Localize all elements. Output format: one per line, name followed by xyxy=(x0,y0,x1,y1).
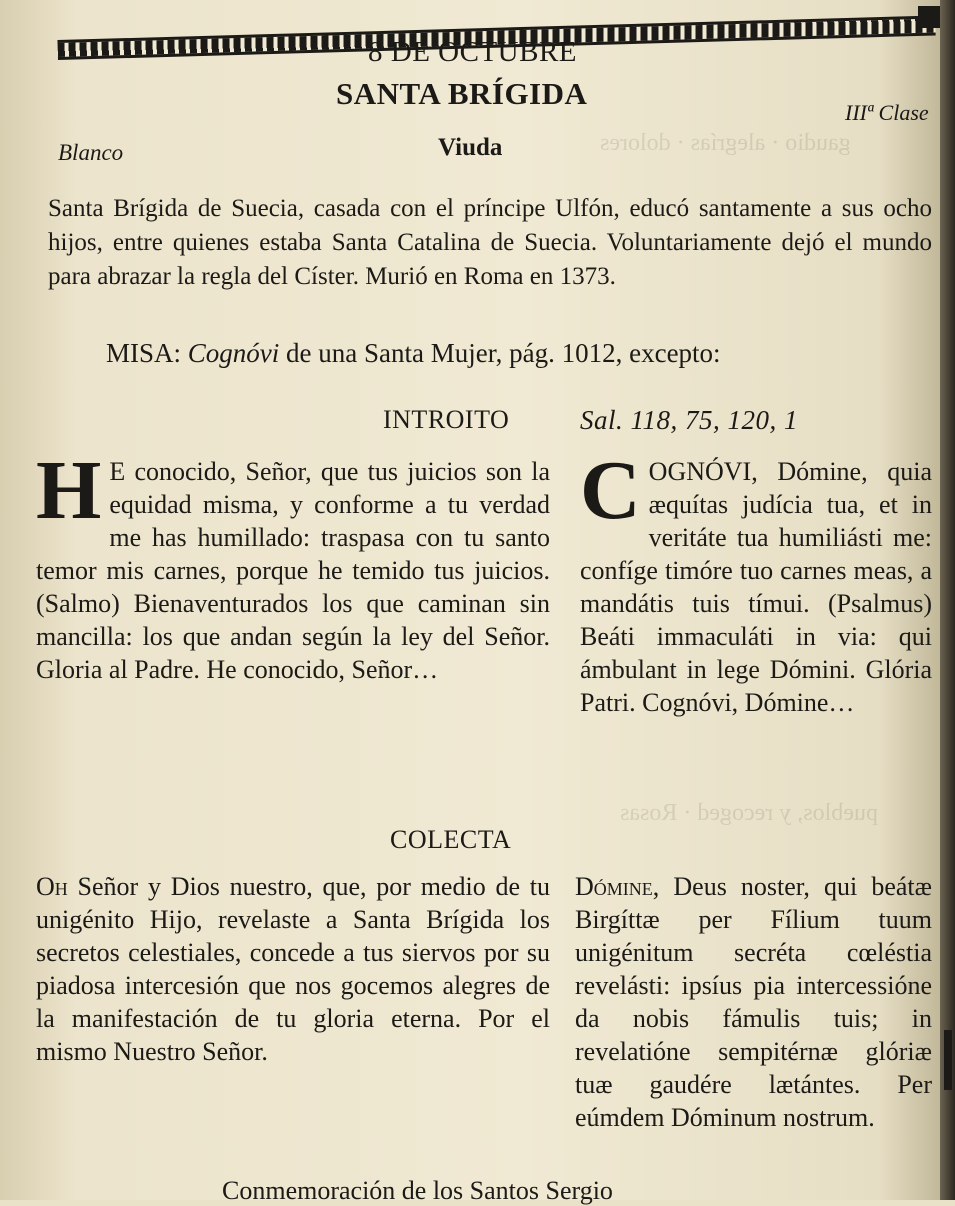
colecta-spanish-first: Oh xyxy=(36,872,68,901)
page-edge xyxy=(940,0,955,1200)
misa-suffix: de una Santa Mujer, pág. 1012, excepto: xyxy=(279,338,721,368)
colecta-latin-first: Dómine xyxy=(575,872,653,901)
colecta-latin-text: , Deus noster, qui beátæ Birgíttæ per Fílium tuum unigénitum secréta cœléstia revelásti: ipsíus pia intercessióne da nobis fámulis tuis; in revelatióne sempitérnæ glóriæ tuæ gaudére lætántes. Per eúmdem Dóminum nostrum. xyxy=(575,872,932,1132)
feast-date: 8 DE OCTUBRE xyxy=(368,36,577,68)
saint-name: SANTA BRÍGIDA xyxy=(336,76,588,111)
colecta-spanish-text: Señor y Dios nuestro, que, por medio de tu unigénito Hijo, revelaste a Santa Brígida los secretos celestiales, concede a tus siervos por su piadosa intercesión que nos gocemos alegres de la manifestación de tu gloria eterna. Por el mismo Nuestro Señor. xyxy=(36,872,550,1066)
introito-heading: INTROITO xyxy=(383,405,510,434)
ornament-corner xyxy=(918,6,942,28)
liturgical-color: Blanco xyxy=(58,140,124,165)
colecta-spanish xyxy=(36,870,550,1068)
footer-partial-heading: Conmemoración de los Santos Sergio xyxy=(222,1176,613,1205)
misa-reference xyxy=(106,338,721,369)
introito-latin-text: OGNÓVI, Dómine, quia æquítas judícia tua, et in veritáte tua humiliásti me: confíge timóre tuo carnes meas, a mandátis tuis tímui. (Psalmus) Beáti immaculáti in via: qui ámbulant in lege Dómini. Glória Patri. Cognóvi, Dómine… xyxy=(580,457,932,717)
drop-cap: C xyxy=(580,444,641,537)
misa-prefix: MISA: xyxy=(106,338,188,368)
page-edge-mark xyxy=(944,1030,952,1090)
show-through-text: pueblos, y recoged · Rosas xyxy=(620,800,878,826)
introito-spanish-text: E conocido, Señor, que tus juicios son la equidad misma, y conforme a tu verdad me has humillado: traspasa con tu santo temor mis carnes, porque he temido tus juicios. (Salmo) Bienaventurados los que caminan sin mancilla: los que andan según la ley del Señor. Gloria al Padre. He conocido, Señor… xyxy=(36,457,550,684)
introito-latin xyxy=(580,444,932,719)
psalm-reference: Sal. 118, 75, 120, 1 xyxy=(580,405,798,435)
misa-title: Cognóvi xyxy=(187,338,280,368)
colecta-heading: COLECTA xyxy=(390,825,512,854)
colecta-latin xyxy=(575,870,932,1134)
show-through-text: gaudio · alegrías · dolores xyxy=(600,130,851,156)
drop-cap: H xyxy=(36,444,102,537)
feast-rank: IIIª Clase xyxy=(845,100,929,125)
biography-paragraph: Santa Brígida de Suecia, casada con el príncipe Ulfón, educó santamente a sus ocho hijos, entre quienes estaba Santa Catalina de Suecia. Voluntariamente dejó el mundo para abrazar la regla del Císter. Murió en Roma en 1373. xyxy=(48,195,932,290)
introito-spanish xyxy=(36,444,550,686)
saint-title: Viuda xyxy=(438,134,503,161)
